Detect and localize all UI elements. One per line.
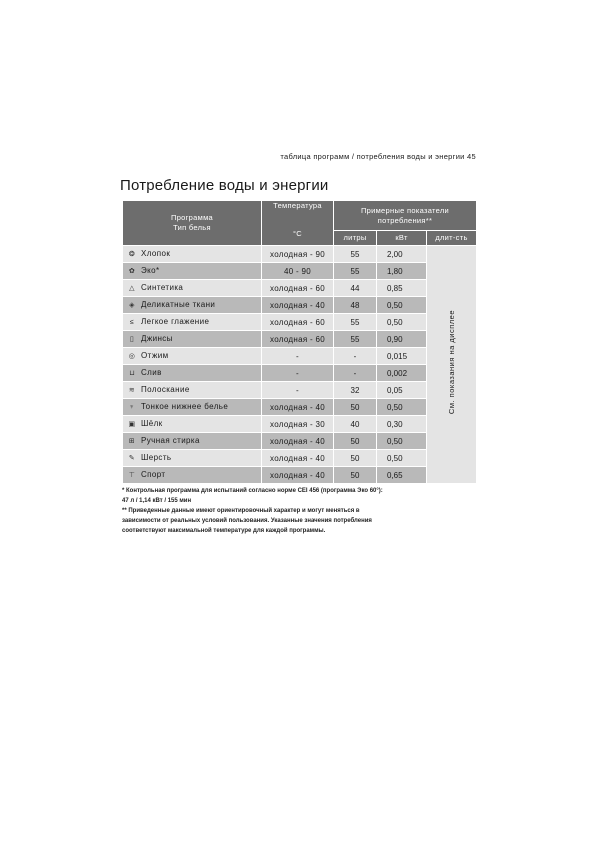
delicates-icon: ◈	[129, 302, 135, 309]
temperature-cell: холодная - 40	[262, 450, 334, 467]
program-name: Эко*	[141, 266, 160, 275]
temperature-cell: холодная - 60	[262, 280, 334, 297]
wool-icon: ✎	[128, 455, 136, 462]
spin-icon: ◎	[128, 353, 136, 360]
temperature-cell: холодная - 40	[262, 297, 334, 314]
kwh-cell: 0,50	[377, 297, 427, 314]
table-body	[123, 246, 477, 484]
consumption-table	[122, 200, 477, 484]
temperature-cell: -	[262, 348, 334, 365]
kwh-cell: 1,80	[377, 263, 427, 280]
liters-cell: 40	[334, 416, 377, 433]
program-cell	[123, 399, 262, 416]
consumption-header: Примерные показатели потребления**	[334, 201, 477, 231]
program-name: Слив	[141, 368, 162, 377]
temperature-cell: холодная - 60	[262, 331, 334, 348]
rinse-icon: ≋	[128, 387, 136, 394]
liters-cell: 55	[334, 263, 377, 280]
drain-icon: ⊔	[129, 370, 135, 377]
table-row	[123, 416, 477, 433]
table-row	[123, 467, 477, 484]
program-cell	[123, 314, 262, 331]
liters-header: литры	[334, 231, 377, 246]
duration-header: длит-сть	[427, 231, 477, 246]
kwh-cell: 0,30	[377, 416, 427, 433]
temperature-cell: холодная - 60	[262, 314, 334, 331]
program-cell	[123, 263, 262, 280]
table-row	[123, 263, 477, 280]
page-header: таблица программ / потребления воды и энергии 45	[280, 152, 476, 161]
duration-cell	[427, 246, 477, 484]
kwh-header: кВт	[377, 231, 427, 246]
table-row	[123, 331, 477, 348]
easy-iron-icon: ≤	[129, 319, 135, 326]
program-header-label: Программа	[171, 213, 213, 222]
kwh-cell: 0,015	[377, 348, 427, 365]
kwh-cell: 0,05	[377, 382, 427, 399]
temperature-cell: холодная - 40	[262, 433, 334, 450]
lingerie-icon: ♆	[129, 404, 135, 411]
temperature-unit: °C	[292, 229, 302, 238]
liters-cell: 48	[334, 297, 377, 314]
sport-icon: ⊤	[128, 472, 136, 479]
program-cell	[123, 348, 262, 365]
table-row	[123, 246, 477, 263]
temperature-cell: -	[262, 365, 334, 382]
liters-cell: 55	[334, 246, 377, 263]
program-header	[123, 201, 262, 246]
page-title: Потребление воды и энергии	[120, 177, 329, 194]
program-cell	[123, 280, 262, 297]
table-row	[123, 348, 477, 365]
table-row	[123, 450, 477, 467]
temperature-cell: холодная - 90	[262, 246, 334, 263]
kwh-cell: 0,50	[377, 433, 427, 450]
temperature-header-label: Температура	[273, 201, 322, 210]
program-name: Синтетика	[141, 283, 184, 292]
program-cell	[123, 467, 262, 484]
liters-cell: -	[334, 365, 377, 382]
footnote-2-line-2: зависимости от реальных условий пользования. Указанные значения потребления	[122, 518, 372, 524]
footnotes	[122, 486, 482, 536]
program-name: Тонкое нижнее белье	[141, 402, 229, 411]
program-cell	[123, 365, 262, 382]
program-name: Ручная стирка	[141, 436, 200, 445]
program-name: Шерсть	[141, 453, 172, 462]
program-cell	[123, 450, 262, 467]
temperature-cell: -	[262, 382, 334, 399]
program-cell	[123, 433, 262, 450]
program-cell	[123, 416, 262, 433]
table-row	[123, 314, 477, 331]
program-cell	[123, 246, 262, 263]
liters-cell: 50	[334, 399, 377, 416]
liters-cell: 50	[334, 450, 377, 467]
footnote-1-line-2: 47 л / 1,14 кВт / 155 мин	[122, 498, 192, 504]
synthetics-icon: △	[129, 285, 135, 292]
program-name: Джинсы	[141, 334, 173, 343]
liters-cell: 50	[334, 433, 377, 450]
program-name: Спорт	[141, 470, 166, 479]
kwh-cell: 0,85	[377, 280, 427, 297]
temperature-cell: 40 - 90	[262, 263, 334, 280]
program-name: Легкое глажение	[141, 317, 210, 326]
kwh-cell: 0,90	[377, 331, 427, 348]
table-row	[123, 365, 477, 382]
liters-cell: 32	[334, 382, 377, 399]
footnote-2-line-3: соответствуют максимальной температуре для каждой программы.	[122, 528, 326, 534]
kwh-cell: 2,00	[377, 246, 427, 263]
program-name: Шёлк	[141, 419, 163, 428]
table-row	[123, 280, 477, 297]
kwh-cell: 0,65	[377, 467, 427, 484]
footnote-1-line-1: * Контрольная программа для испытаний согласно норме CEI 456 (программа Эко 60°):	[122, 488, 383, 494]
kwh-cell: 0,50	[377, 399, 427, 416]
footnote-2-line-1: ** Приведенные данные имеют ориентировочный характер и могут меняться в	[122, 508, 360, 514]
program-cell	[123, 382, 262, 399]
jeans-icon: ▯	[129, 336, 135, 343]
program-name: Деликатные ткани	[141, 300, 216, 309]
laundry-header-label: Тип белья	[173, 223, 211, 232]
cotton-icon: ❂	[128, 251, 136, 258]
liters-cell: 44	[334, 280, 377, 297]
kwh-cell: 0,002	[377, 365, 427, 382]
table-row	[123, 399, 477, 416]
liters-cell: 55	[334, 314, 377, 331]
temperature-header	[262, 201, 334, 246]
kwh-cell: 0,50	[377, 450, 427, 467]
temperature-cell: холодная - 40	[262, 467, 334, 484]
eco-icon: ✿	[128, 268, 136, 275]
program-cell	[123, 297, 262, 314]
duration-note: См. показания на дисплее	[447, 309, 456, 415]
table-row	[123, 297, 477, 314]
program-name: Хлопок	[141, 249, 171, 258]
liters-cell: -	[334, 348, 377, 365]
liters-cell: 50	[334, 467, 377, 484]
temperature-cell: холодная - 30	[262, 416, 334, 433]
silk-icon: ▣	[128, 421, 136, 428]
program-name: Полоскание	[141, 385, 190, 394]
program-name: Отжим	[141, 351, 169, 360]
program-cell	[123, 331, 262, 348]
temperature-cell: холодная - 40	[262, 399, 334, 416]
hand-wash-icon: ⊞	[128, 438, 136, 445]
kwh-cell: 0,50	[377, 314, 427, 331]
liters-cell: 55	[334, 331, 377, 348]
table-row	[123, 382, 477, 399]
table-row	[123, 433, 477, 450]
